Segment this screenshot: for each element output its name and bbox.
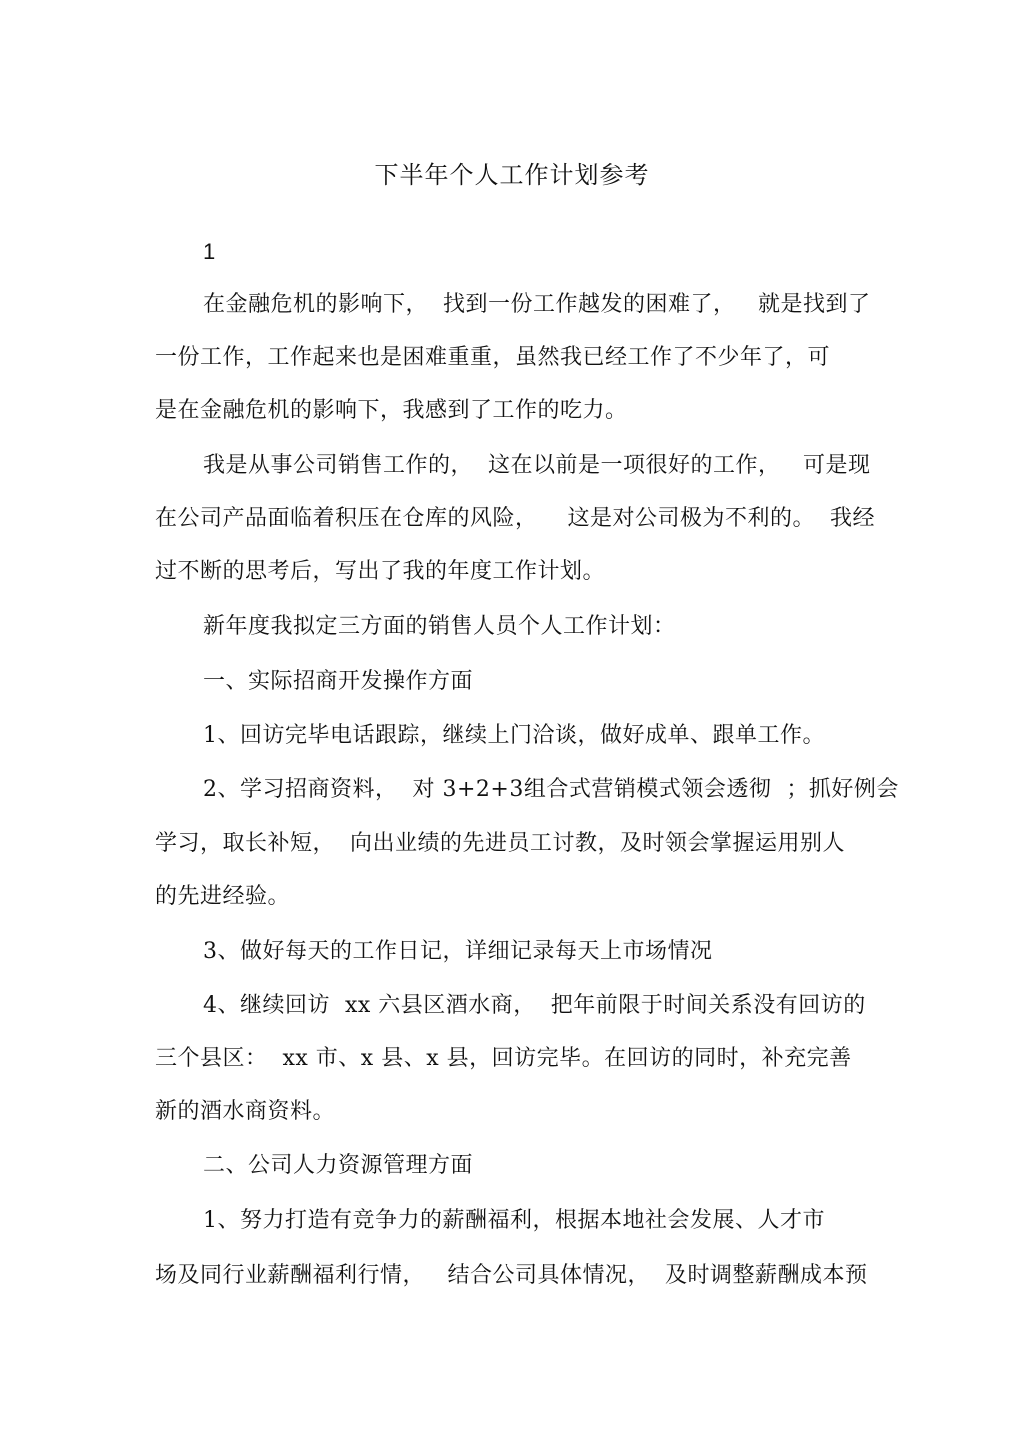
- list-item-continuation: 场及同行业薪酬福利行情， 结合公司具体情况， 及时调整薪酬成本预: [155, 1263, 868, 1288]
- document-title: 下半年个人工作计划参考: [374, 161, 650, 189]
- list-item-continuation: 三个县区： xx 市、x 县、x 县，回访完毕。在回访的同时，补充完善: [155, 1046, 852, 1071]
- list-item: 1、努力打造有竞争力的薪酬福利，根据本地社会发展、人才市: [203, 1208, 825, 1233]
- list-item-continuation: 的先进经验。: [155, 884, 291, 909]
- paragraph-line: 在公司产品面临着积压在仓库的风险， 这是对公司极为不利的。 我经: [155, 506, 875, 531]
- paragraph-line: 是在金融危机的影响下，我感到了工作的吃力。: [155, 398, 628, 423]
- list-item: 4、继续回访 xx 六县区酒水商， 把年前限于时间关系没有回访的: [203, 993, 866, 1018]
- paragraph-line: 在金融危机的影响下， 找到一份工作越发的困难了， 就是找到了: [203, 292, 871, 317]
- paragraph-line: 一份工作，工作起来也是困难重重，虽然我已经工作了不少年了，可: [155, 345, 831, 370]
- list-item-continuation: 学习，取长补短， 向出业绩的先进员工讨教，及时领会掌握运用别人: [155, 831, 845, 856]
- paragraph-line: 过不断的思考后，写出了我的年度工作计划。: [155, 559, 606, 584]
- list-item: 2、学习招商资料， 对 3+2+3组合式营销模式领会透彻 ；抓好例会: [203, 777, 899, 802]
- section-heading: 一、实际招商开发操作方面: [203, 669, 474, 694]
- section-number: 1: [203, 239, 216, 264]
- paragraph-line: 我是从事公司销售工作的， 这在以前是一项很好的工作， 可是现: [203, 453, 871, 478]
- list-item-continuation: 新的酒水商资料。: [155, 1099, 336, 1124]
- section-heading: 二、公司人力资源管理方面: [203, 1153, 474, 1178]
- list-item: 3、做好每天的工作日记，详细记录每天上市场情况: [203, 939, 713, 964]
- list-item: 1、回访完毕电话跟踪，继续上门洽谈，做好成单、跟单工作。: [203, 723, 825, 748]
- paragraph-line: 新年度我拟定三方面的销售人员个人工作计划：: [203, 614, 676, 639]
